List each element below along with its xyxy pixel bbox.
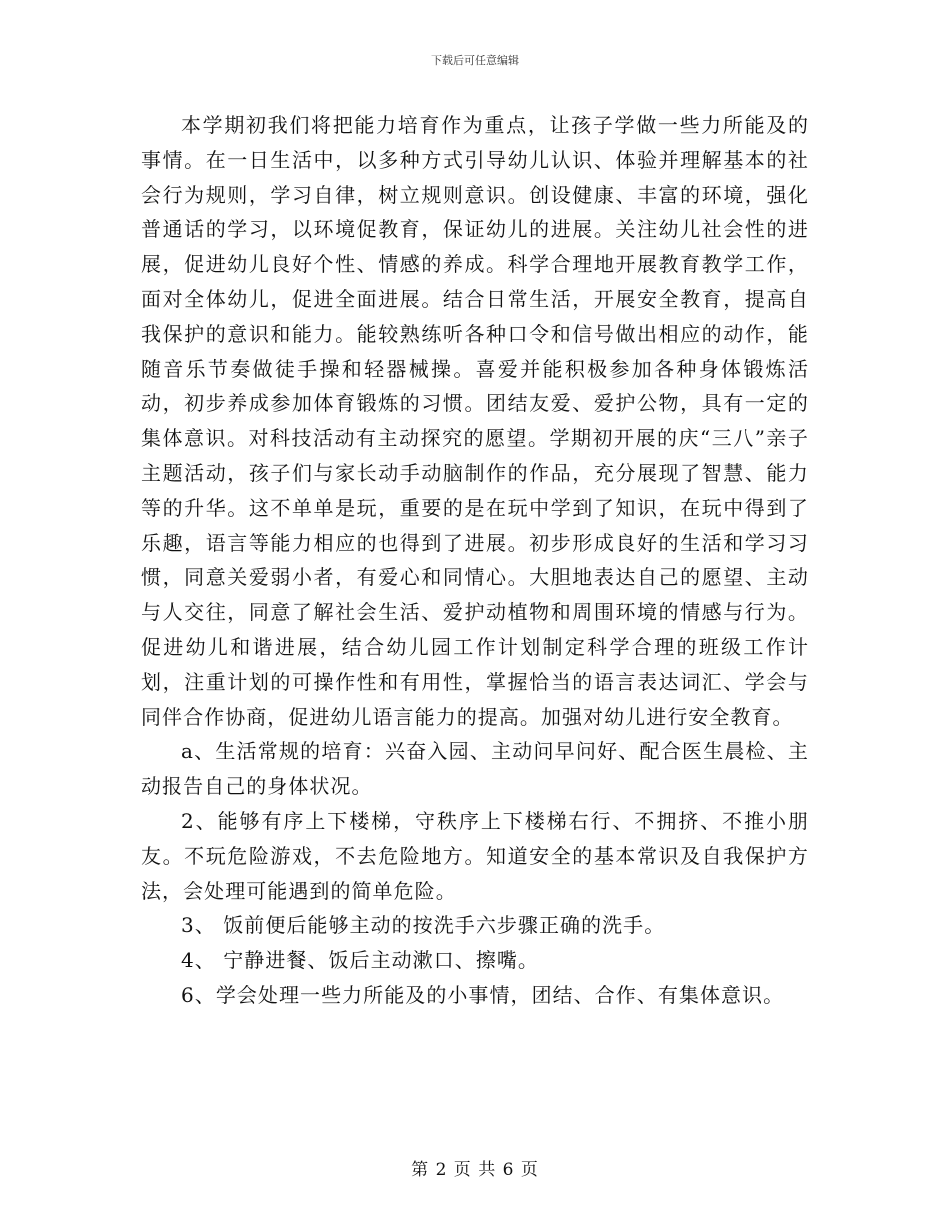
paragraph-item-6: 6、学会处理一些力所能及的小事情，团结、合作、有集体意识。 xyxy=(181,982,785,1007)
paragraph-item-3: 3、 饭前便后能够主动的按洗手六步骤正确的洗手。 xyxy=(181,913,666,938)
header-text: 下载后可任意编辑 xyxy=(431,54,519,67)
page-number-text: 第 2 页 共 6 页 xyxy=(411,1160,539,1180)
page-footer xyxy=(0,1155,950,1180)
page-header xyxy=(0,52,950,68)
document-body xyxy=(141,108,809,1013)
paragraph-item-2: 2、能够有序上下楼梯，守秩序上下楼梯右行、不拥挤、不推小朋友。不玩危险游戏，不去危险地方。知道安全的基本常识及自我保护方法，会处理可能遇到的简单危险。 xyxy=(141,808,809,903)
paragraph-item-a: a、生活常规的培育：兴奋入园、主动问早问好、配合医生晨检、主动报告自己的身体状况。 xyxy=(141,739,809,799)
paragraph-item-4: 4、 宁静进餐、饭后主动漱口、擦嘴。 xyxy=(181,948,539,973)
paragraph-intro: 本学期初我们将把能力培育作为重点，让孩子学做一些力所能及的事情。在一日生活中，以多种方式引导幼儿认识、体验并理解基本的社会行为规则，学习自律，树立规则意识。创设健康、丰富的环境，强化普通话的学习，以环境促教育，保证幼儿的进展。关注幼儿社会性的进展，促进幼儿良好个性、情感的养成。科学合理地开展教育教学工作，面对全体幼儿，促进全面进展。结合日常生活，开展安全教育，提高自我保护的意识和能力。能较熟练听各种口令和信号做出相应的动作，能随音乐节奏做徒手操和轻器械操。喜爱并能积极参加各种身体锻炼活动，初步养成参加体育锻炼的习惯。团结友爱、爱护公物，具有一定的集体意识。对科技活动有主动探究的愿望。学期初开展的庆“三八”亲子主题活动，孩子们与家长动手动脑制作的作品，充分展现了智慧、能力等的升华。这不单单是玩，重要的是在玩中学到了知识，在玩中得到了乐趣，语言等能力相应的也得到了进展。初步形成良好的生活和学习习惯，同意关爱弱小者，有爱心和同情心。大胆地表达自己的愿望、主动与人交往，同意了解社会生活、爱护动植物和周围环境的情感与行为。促进幼儿和谐进展，结合幼儿园工作计划制定科学合理的班级工作计划，注重计划的可操作性和有用性，掌握恰当的语言表达词汇、学会与同伴合作协商，促进幼儿语言能力的提高。加强对幼儿进行安全教育。 xyxy=(141,113,809,729)
